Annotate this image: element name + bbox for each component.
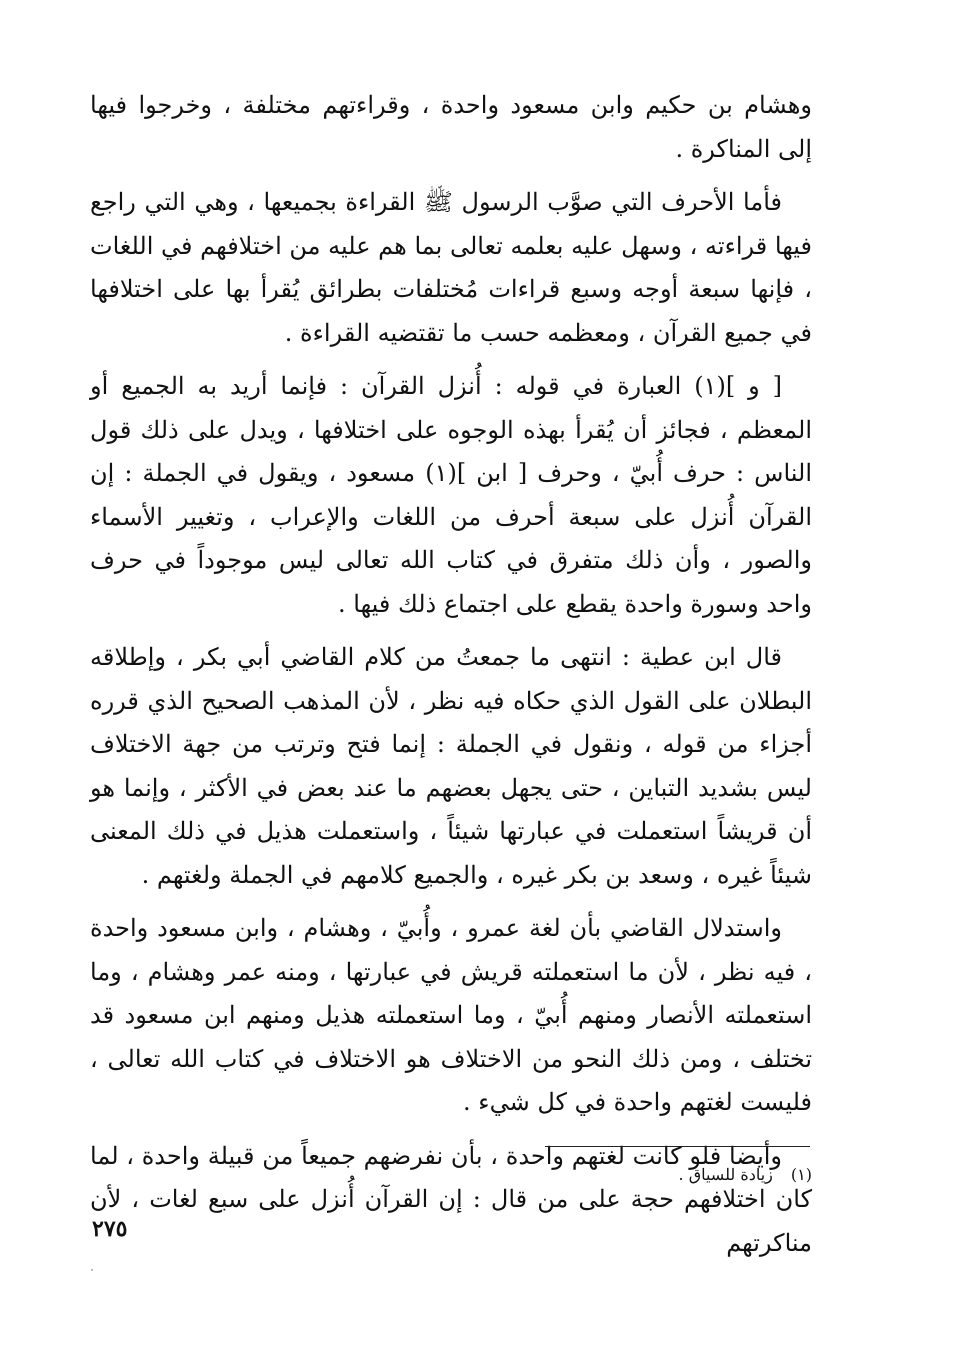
scan-speck bbox=[91, 1269, 93, 1271]
footnote bbox=[679, 1162, 812, 1188]
footnote-number: (١) bbox=[790, 1165, 812, 1184]
page-body bbox=[90, 84, 812, 1275]
footnote-text: زيادة للسياق . bbox=[678, 1165, 773, 1184]
paragraph-6: وأيضا فلو كانت لغتهم واحدة ، بأن نفرضهم جميعاً من قبيلة واحدة ، لما كان اختلافهم حجة على من قال : إن القرآن أُنزل على سبع لغات ، لأن مناكرتهم bbox=[90, 1141, 812, 1257]
paragraph-4: قال ابن عطية : انتهى ما جمعتُ من كلام القاضي أبي بكر ، وإطلاقه البطلان على القول الذي حكاه فيه نظر ، لأن المذهب الصحيح الذي قرره أجزاء من قوله ، ونقول في الجملة : إنما فتح وترتب من جهة الاختلاف ليس بشديد التباين ، حتى يجهل بعضهم ما عند بعض في الأكثر ، وإنما هو أن قريشاً استعملت في عبارتها شيئاً ، واستعملت هذيل في ذلك المعنى شيئاً غيره ، وسعد بن بكر غيره ، والجميع كلامهم في الجملة ولغتهم . bbox=[90, 643, 812, 889]
paragraph-5: واستدلال القاضي بأن لغة عمرو ، وأُبيّ ، وهشام ، وابن مسعود واحدة ، فيه نظر ، لأن ما استعملته قريش في عبارتها ، ومنه عمر وهشام ، وما استعملته الأنصار ومنهم أُبيّ ، وما استعملته هذيل ومنهم ابن مسعود قد تختلف ، ومن ذلك النحو من الاختلاف هو الاختلاف في كتاب الله تعالى ، فليست لغتهم واحدة في كل شيء . bbox=[90, 914, 812, 1116]
footnote-divider bbox=[545, 1146, 810, 1147]
paragraph-1: وهشام بن حكيم وابن مسعود واحدة ، وقراءتهم مختلفة ، وخرجوا فيها إلى المناكرة . bbox=[90, 91, 812, 163]
paragraph-3: [ و ](١) العبارة في قوله : أُنزل القرآن : فإنما أريد به الجميع أو المعظم ، فجائز أن يُقرأ بهذه الوجوه على اختلافها ، ويدل على ذلك قول الناس : حرف أُبيّ ، وحرف [ ابن ](١) مسعود ، ويقول في الجملة : إن القرآن أُنزل على سبعة أحرف من اللغات والإعراب ، وتغيير الأسماء والصور ، وأن ذلك متفرق في كتاب الله تعالى ليس موجوداً في حرف واحد وسورة واحدة يقطع على اجتماع ذلك فيها . bbox=[90, 372, 813, 618]
page-number: ٢٧٥ bbox=[92, 1216, 128, 1242]
paragraph-2: فأما الأحرف التي صوَّب الرسول ﷺ القراءة بجميعها ، وهي التي راجع فيها قراءته ، وسهل عليه بعلمه تعالى بما هم عليه من اختلافهم في اللغات ، فإنها سبعة أوجه وسبع قراءات مُختلفات بطرائق يُقرأ بها على اختلافها في جميع القرآن ، ومعظمه حسب ما تقتضيه القراءة . bbox=[90, 188, 812, 347]
